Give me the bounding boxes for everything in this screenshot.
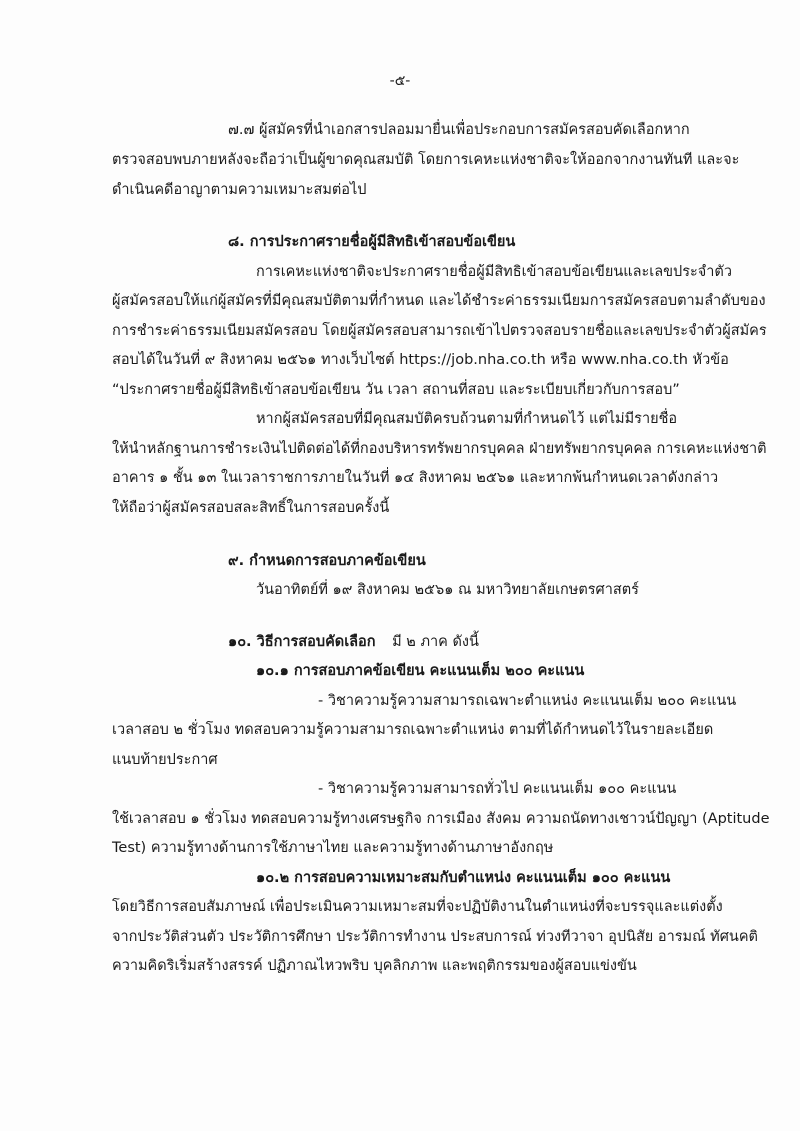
sec101-b-line1: - วิชาความรู้ความสามารถทั่วไป คะแนนเต็ม ๑๐๐ คะแนน	[318, 781, 677, 797]
sec101-b-line3: Test) ความรู้ทางด้านการใช้ภาษาไทย และความรู้ทางด้านภาษาอังกฤษ	[112, 840, 554, 856]
sec101-a-line2: เวลาสอบ ๒ ชั่วโมง ทดสอบความรู้ความสามารถเฉพาะตำแหน่ง ตามที่ได้กำหนดไว้ในรายละเอียด	[112, 722, 714, 738]
sec102-body-line3: ความคิดริเริ่มสร้างสรรค์ ปฏิภาณไหวพริบ บุคลิกภาพ และพฤติกรรมของผู้สอบแข่งขัน	[112, 958, 637, 974]
sec101-heading: ๑๐.๑ การสอบภาคข้อเขียน คะแนนเต็ม ๒๐๐ คะแนน	[256, 663, 585, 679]
sec8-p2-line2: ให้นำหลักฐานการชำระเงินไปติดต่อได้ที่กองบริหารทรัพยากรบุคคล ฝ่ายทรัพยากรบุคคล การเคหะแห่งชาติ	[112, 441, 767, 457]
sec8-p1-line2: ผู้สมัครสอบให้แก่ผู้สมัครที่มีคุณสมบัติตามที่กำหนด และได้ชำระค่าธรรมเนียมการสมัครสอบตามลำดับของ	[112, 293, 766, 309]
sec77-line1: ๗.๗ ผู้สมัครที่นำเอกสารปลอมมายื่นเพื่อประกอบการสมัครสอบคัดเลือกหาก	[228, 122, 690, 138]
sec8-p1-line4: สอบได้ในวันที่ ๙ สิงหาคม ๒๕๖๑ ทางเว็บไซต์ https://job.nha.co.th หรือ www.nha.co.th หัวข้อ	[112, 352, 729, 368]
sec9-heading: ๙. กำหนดการสอบภาคข้อเขียน	[228, 553, 426, 569]
sec8-p1-line3: การชำระค่าธรรมเนียมสมัครสอบ โดยผู้สมัครสอบสามารถเข้าไปตรวจสอบรายชื่อและเลขประจำตัวผู้สมัคร	[112, 323, 767, 339]
page-number: -๕-	[389, 73, 411, 89]
sec10-heading: ๑๐. วิธีการสอบคัดเลือก	[228, 634, 376, 650]
sec101-a-line1: - วิชาความรู้ความสามารถเฉพาะตำแหน่ง คะแนนเต็ม ๒๐๐ คะแนน	[318, 693, 737, 709]
sec8-p2-line1: หากผู้สมัครสอบที่มีคุณสมบัติครบถ้วนตามที่กำหนดไว้ แต่ไม่มีรายชื่อ	[256, 411, 678, 427]
sec102-heading: ๑๐.๒ การสอบความเหมาะสมกับตำแหน่ง คะแนนเต็ม ๑๐๐ คะแนน	[256, 870, 671, 886]
sec101-b-line2: ใช้เวลาสอบ ๑ ชั่วโมง ทดสอบความรู้ทางเศรษฐกิจ การเมือง สังคม ความถนัดทางเชาวน์ปัญญา (Aptitude	[112, 811, 770, 827]
sec10-heading-rest: มี ๒ ภาค ดังนี้	[392, 634, 479, 650]
sec8-p1-line5: “ประกาศรายชื่อผู้มีสิทธิเข้าสอบข้อเขียน วัน เวลา สถานที่สอบ และระเบียบเกี่ยวกับการสอบ”	[112, 382, 680, 398]
sec10-heading-row	[228, 632, 479, 652]
sec77-line2: ตรวจสอบพบภายหลังจะถือว่าเป็นผู้ขาดคุณสมบัติ โดยการเคหะแห่งชาติจะให้ออกจากงานทันที และจะ	[112, 152, 740, 168]
sec8-p1-line1: การเคหะแห่งชาติจะประกาศรายชื่อผู้มีสิทธิเข้าสอบข้อเขียนและเลขประจำตัว	[256, 264, 732, 280]
sec101-a-line3: แนบท้ายประกาศ	[112, 752, 218, 768]
sec9-detail: วันอาทิตย์ที่ ๑๙ สิงหาคม ๒๕๖๑ ณ มหาวิทยาลัยเกษตรศาสตร์	[256, 582, 639, 598]
sec77-line3: ดำเนินคดีอาญาตามความเหมาะสมต่อไป	[112, 182, 367, 198]
sec8-p2-line4: ให้ถือว่าผู้สมัครสอบสละสิทธิ์ในการสอบครั้งนี้	[112, 500, 390, 516]
sec102-body-line2: จากประวัติส่วนตัว ประวัติการศึกษา ประวัติการทำงาน ประสบการณ์ ท่วงทีวาจา อุปนิสัย อารมณ์ ทัศนคติ	[112, 929, 758, 945]
sec8-p2-line3: อาคาร ๑ ชั้น ๑๓ ในเวลาราชการภายในวันที่ ๑๔ สิงหาคม ๒๕๖๑ และหากพ้นกำหนดเวลาดังกล่าว	[112, 470, 719, 486]
sec102-body-line1: โดยวิธีการสอบสัมภาษณ์ เพื่อประเมินความเหมาะสมที่จะปฏิบัติงานในตำแหน่งที่จะบรรจุและแต่งตั้ง	[112, 899, 723, 915]
sec8-heading: ๘. การประกาศรายชื่อผู้มีสิทธิเข้าสอบข้อเขียน	[228, 234, 516, 250]
